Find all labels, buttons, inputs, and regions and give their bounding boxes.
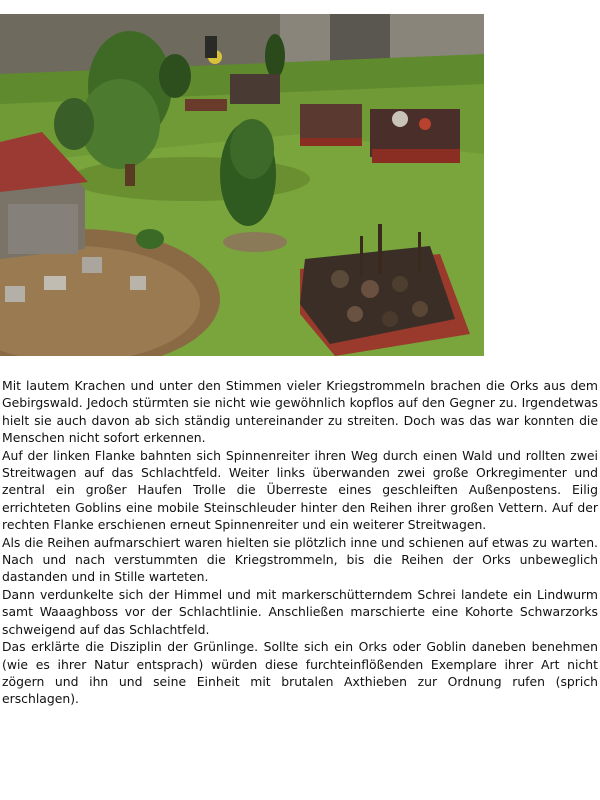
battlefield-photo	[0, 14, 484, 356]
paragraph: Dann verdunkelte sich der Himmel und mit markerschütterndem Schrei landete ein Lindwurm samt Waaaghboss vor der Schlachtlinie. Anschließen marschierte eine Kohorte Schwarzorks schweigend auf das Schlachtfeld.	[2, 586, 598, 637]
paragraph: Das erklärte die Disziplin der Grünlinge. Sollte sich ein Orks oder Goblin daneben benehmen (wie es ihrer Natur entsprach) würden diese furchteinflößenden Exemplare ihrer Art nicht zögern und ihn und seine Einheit mit brutalen Axthieben zur Ordnung rufen (sprich erschlagen).	[2, 639, 598, 707]
paragraph: Mit lautem Krachen und unter den Stimmen vieler Kriegstrommeln brachen die Orks aus dem Gebirgswald. Jedoch stürmten sie nicht wie gewöhnlich kopflos auf den Gegner zu. Irgendetwas hielt sie auch davon ab sich ständig untereinander zu streiten. Doch was das war konnten die Menschen nicht sofort erkennen.	[2, 378, 598, 446]
paragraph: Als die Reihen aufmarschiert waren hielten sie plötzlich inne und schienen auf etwas zu warten. Nach und nach verstummten die Kriegstrommeln, bis die Reihen der Orks unbeweglich dastanden und in Stille warteten.	[2, 534, 598, 585]
paragraph: Auf der linken Flanke bahnten sich Spinnenreiter ihren Weg durch einen Wald und rollten zwei Streitwagen auf das Schlachtfeld. Weiter links überwanden zwei große Orkregimenter und zentral ein großer Haufen Trolle die Überreste eines geschleiften Außenpostens. Eilig errichteten Goblins eine mobile Steinschleuder hinter den Reihen ihrer großen Vettern. Auf der rechten Flanke erschienen erneut Spinnenreiter und ein weiterer Streitwagen.	[2, 447, 598, 533]
story-text	[2, 377, 598, 708]
